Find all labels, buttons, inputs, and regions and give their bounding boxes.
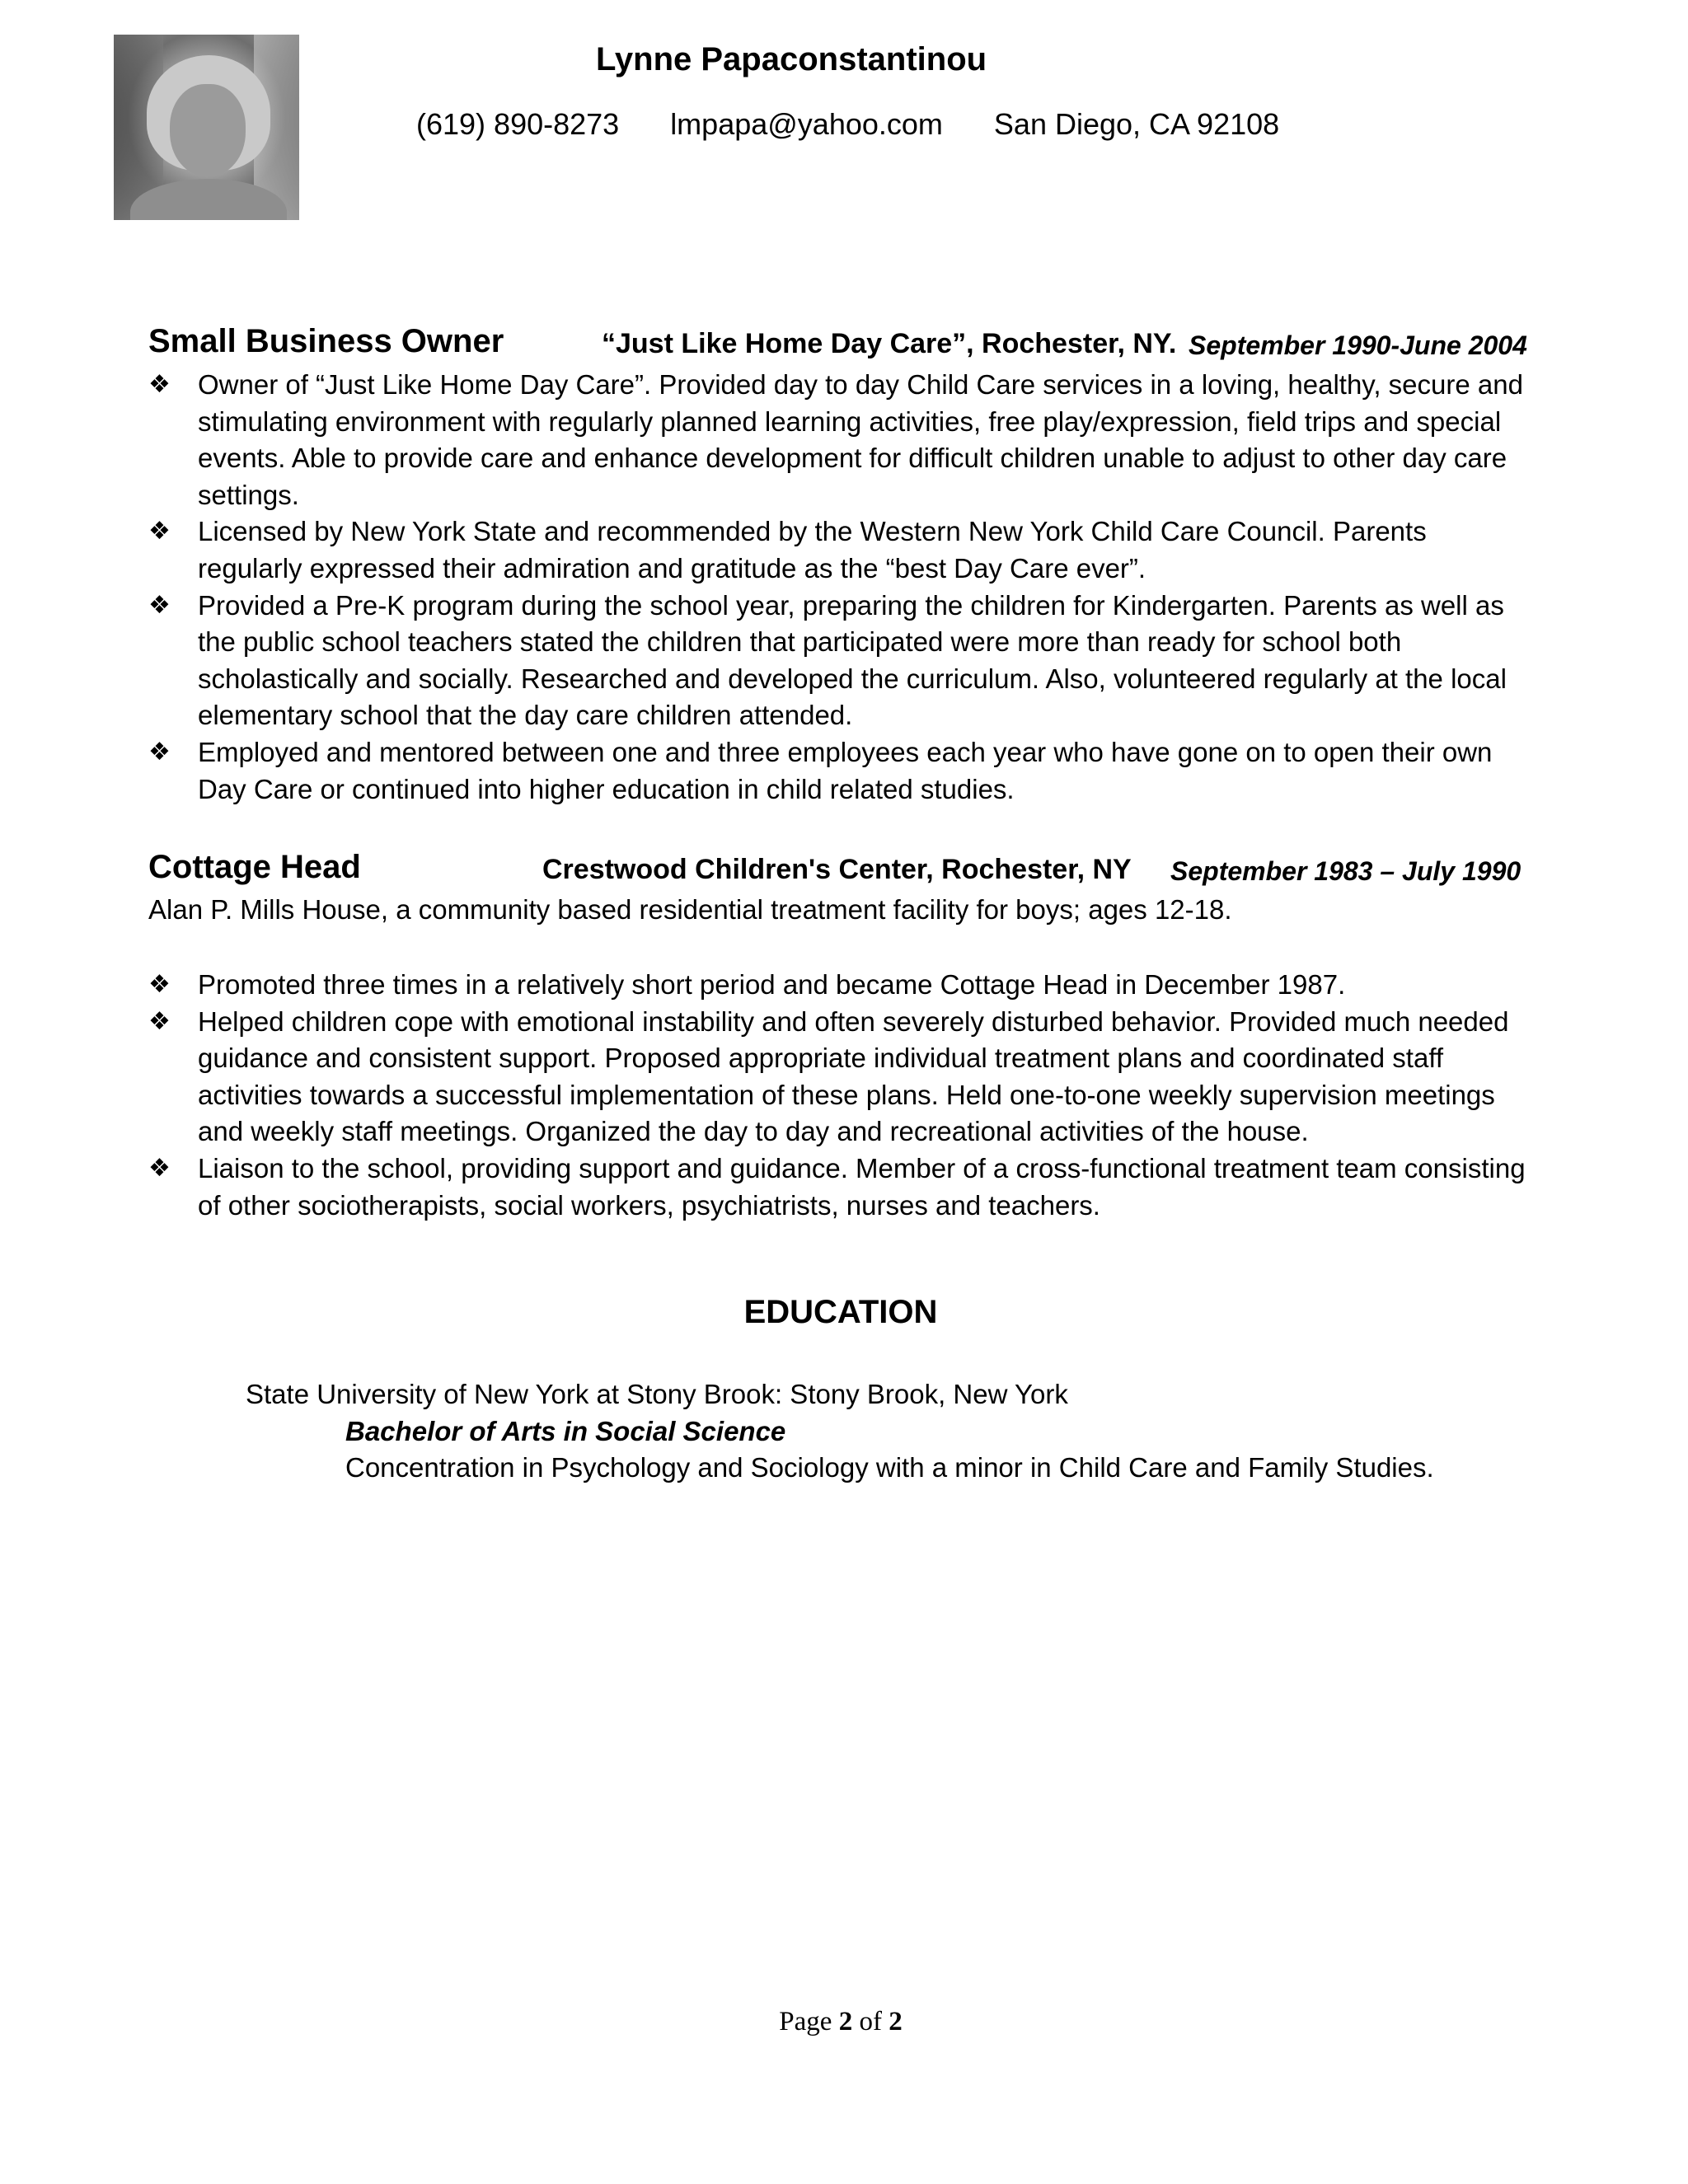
diamond-bullet-icon: ❖ — [148, 970, 171, 999]
job-bullets — [148, 367, 1533, 808]
candidate-name: Lynne Papaconstantinou — [595, 41, 987, 77]
location: San Diego, CA 92108 — [993, 107, 1280, 141]
job-title: Cottage Head — [148, 849, 361, 885]
list-item: ❖ Licensed by New York State and recommended by the Western New York Child Care Council. Parents regularly expressed their admiration and gratitude as the “best Day Care ever”. — [148, 513, 1533, 587]
list-item: ❖ Provided a Pre-K program during the school year, preparing the children for Kindergarten. Parents as well as the public school teachers stated the children that participated were more than ready for school both scholastically and socially. Researched and developed the curriculum. Also, volunteered regularly at the local elementary school that the day care children attended. — [148, 588, 1533, 734]
job-dates: September 1983 – July 1990 — [1170, 856, 1522, 886]
diamond-bullet-icon: ❖ — [148, 370, 171, 399]
job-dates: September 1990-June 2004 — [1189, 330, 1527, 360]
job-title: Small Business Owner — [148, 323, 504, 359]
list-item: ❖ Promoted three times in a relatively short period and became Cottage Head in December 1987. — [148, 967, 1533, 1004]
education-school: State University of New York at Stony Brook: Stony Brook, New York — [246, 1379, 1068, 1409]
education-detail: Concentration in Psychology and Sociology with a minor in Child Care and Family Studies. — [345, 1452, 1434, 1483]
list-item: ❖ Liaison to the school, providing support and guidance. Member of a cross-functional treatment team consisting of other sociotherapists, social workers, psychiatrists, nurses and teachers. — [148, 1151, 1533, 1224]
diamond-bullet-icon: ❖ — [148, 590, 171, 620]
contact-line — [416, 107, 1279, 142]
diamond-bullet-icon: ❖ — [148, 737, 171, 766]
diamond-bullet-icon: ❖ — [148, 1006, 171, 1036]
education-degree: Bachelor of Arts in Social Science — [345, 1416, 786, 1446]
job-organization: “Just Like Home Day Care”, Rochester, NY. — [602, 328, 1177, 359]
phone-number: (619) 890-8273 — [416, 107, 620, 141]
diamond-bullet-icon: ❖ — [148, 1153, 171, 1183]
list-item: ❖ Owner of “Just Like Home Day Care”. Provided day to day Child Care services in a loving, healthy, secure and stimulating environment with regularly planned learning activities, free play/expression, field trips and special events. Able to provide care and enhance development for difficult children unable to adjust to other day care settings. — [148, 367, 1533, 513]
email-address: lmpapa@yahoo.com — [670, 107, 943, 141]
list-item: ❖ Helped children cope with emotional instability and often severely disturbed behavior. Provided much needed guidance and consistent support. Proposed appropriate individual treatment plans and coordinated staff activities towards a successful implementation of these plans. Held one-to-one weekly supervision meetings and weekly staff meetings. Organized the day to day and recreational activities of the house. — [148, 1004, 1533, 1151]
job-organization: Crestwood Children's Center, Rochester, NY — [542, 854, 1132, 885]
page-number: Page 2 of 2 — [779, 2007, 903, 2036]
job-subtitle: Alan P. Mills House, a community based residential treatment facility for boys; ages 12-18. — [148, 894, 1232, 925]
job-bullets — [148, 967, 1533, 1224]
diamond-bullet-icon: ❖ — [148, 517, 171, 546]
education-heading: EDUCATION — [743, 1294, 938, 1330]
list-item: ❖ Employed and mentored between one and three employees each year who have gone on to open their own Day Care or continued into higher education in child related studies. — [148, 734, 1533, 808]
